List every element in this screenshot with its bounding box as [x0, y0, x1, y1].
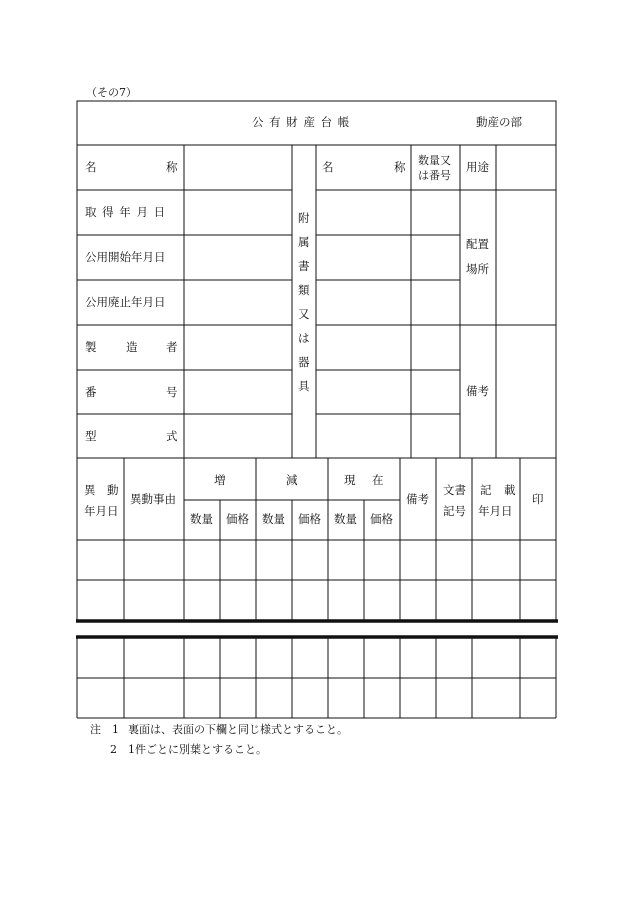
current-header-b: 在 [372, 473, 384, 487]
vertical-char: 類 [298, 283, 310, 297]
field-model-a: 型 [85, 429, 97, 443]
form-title: 公 有 財 産 台 帳 [252, 115, 351, 129]
seal-col: 印 [532, 492, 544, 506]
accessory-name-left: 名 [322, 160, 334, 174]
field-public-start-date: 公用開始年月日 [85, 250, 166, 264]
field-manufacturer-b: 造 [126, 340, 138, 354]
field-public-end-date: 公用廃止年月日 [85, 295, 166, 309]
quantity-col: 数量 [262, 512, 285, 526]
vertical-char: 器 [298, 355, 310, 369]
placement-label-1: 配置 [466, 237, 489, 251]
name-label-left: 名 [85, 160, 97, 174]
accessory-name-right: 称 [394, 160, 406, 174]
change-date-1: 異 動 [84, 483, 119, 497]
quantity-header-1: 数量又 [418, 154, 451, 167]
entry-col-a: 記 [480, 483, 492, 497]
remarks-col: 備考 [406, 492, 429, 506]
change-date-2: 年月日 [84, 504, 119, 518]
doc-col-2: 記号 [443, 504, 466, 518]
vertical-char: 又 [298, 307, 310, 321]
vertical-char: 具 [298, 379, 310, 393]
increase-header: 増 [214, 473, 226, 487]
change-reason-header: 異動事由 [130, 492, 176, 506]
section-label: 動産の部 [476, 115, 522, 129]
quantity-col: 数量 [334, 512, 357, 526]
quantity-header-2: は番号 [418, 169, 451, 182]
quantity-col: 数量 [190, 512, 213, 526]
note-2-num: 2 [110, 743, 117, 756]
doc-col-1: 文書 [443, 483, 466, 497]
field-model-b: 式 [166, 429, 178, 443]
name-label-right: 称 [166, 160, 178, 174]
entry-col-2: 年月日 [478, 504, 513, 518]
vertical-char: 附 [298, 211, 310, 225]
field-acquisition-date: 取 得 年 月 日 [85, 205, 167, 219]
vertical-char: 属 [298, 235, 310, 249]
note-1-num: 注 1 [90, 723, 119, 736]
price-col: 価格 [226, 512, 249, 526]
note-1-text: 裏面は、表面の下欄と同じ様式とすること。 [128, 723, 348, 736]
note-2-text: 1件ごとに別葉とすること。 [128, 743, 267, 756]
price-col: 価格 [298, 512, 321, 526]
page-label: （その7） [86, 86, 137, 99]
usage-header: 用途 [466, 160, 489, 174]
current-header-a: 現 [344, 473, 356, 487]
vertical-char: は [298, 331, 310, 345]
price-col: 価格 [370, 512, 393, 526]
decrease-header: 減 [286, 473, 298, 487]
placement-label-2: 場所 [466, 262, 489, 276]
vertical-char: 書 [298, 259, 310, 273]
field-number-b: 号 [166, 385, 178, 399]
field-manufacturer-c: 者 [166, 340, 178, 354]
remarks-label: 備考 [466, 384, 489, 398]
entry-col-b: 載 [504, 483, 516, 497]
field-number-a: 番 [85, 385, 97, 399]
field-manufacturer-a: 製 [85, 340, 97, 354]
